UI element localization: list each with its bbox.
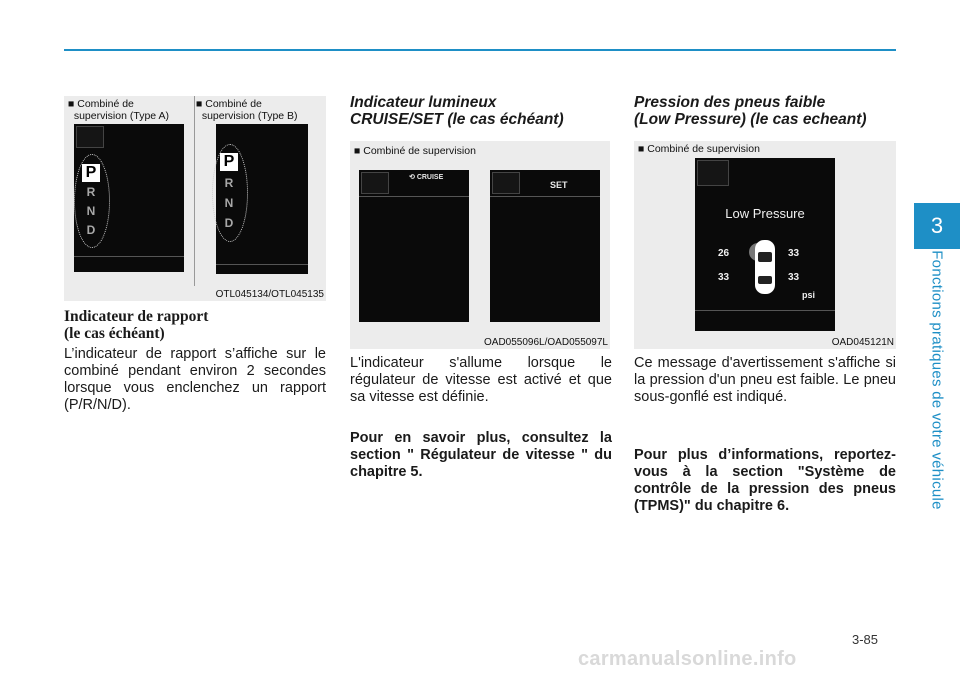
- figure-code: OAD045121N: [831, 337, 894, 348]
- cruise-heading: Indicateur lumineux CRUISE/SET (le cas échéant): [350, 94, 564, 128]
- gear-n: N: [86, 204, 96, 218]
- pressure-note: Pour plus d’informations, reportez-vous à la section "Système de contrôle de la pression des pneus (TPMS)" du chapitre 6.: [634, 447, 896, 514]
- figure-label: ■ Combiné de supervision: [638, 143, 760, 155]
- figure-label-type-b: ■ Combiné de supervision (Type B): [196, 98, 298, 122]
- figure-code: OTL045134/OTL045135: [215, 289, 324, 300]
- pressure-figure: [634, 141, 896, 349]
- pressure-heading: Pression des pneus faible (Low Pressure) (le cas echeant): [634, 94, 867, 128]
- gear-d: D: [224, 216, 234, 230]
- car-windshield: [758, 252, 772, 262]
- screen-box: [361, 172, 389, 194]
- screen-line: [490, 196, 600, 197]
- cruise-icon: ⟲: [409, 174, 417, 181]
- set-indicator-text: SET: [550, 180, 568, 190]
- tire-fr-value: 33: [788, 248, 800, 259]
- gear-indicator-figure: [64, 96, 326, 301]
- tire-fl-value: 26: [718, 248, 730, 259]
- cruise-indicator-text: [409, 173, 443, 181]
- gear-p-highlight: P: [82, 164, 100, 182]
- highlight-oval: [74, 154, 110, 248]
- screen-line: [216, 264, 308, 265]
- tpms-screen-title: Low Pressure: [725, 206, 805, 221]
- gear-n: N: [224, 196, 234, 210]
- figure-divider: [194, 96, 195, 286]
- header-rule: [64, 49, 896, 51]
- set-screen: [490, 170, 600, 322]
- car-top-view-icon: [745, 236, 785, 300]
- page-number: 3-85: [852, 632, 879, 647]
- cluster-screen-type-a: [74, 124, 184, 272]
- watermark: carmanualsonline.info: [578, 648, 797, 670]
- tpms-unit: psi: [802, 290, 816, 300]
- figure-label: ■ Combiné de supervision: [354, 145, 476, 157]
- highlight-oval: [212, 144, 248, 242]
- gear-indicator-heading: Indicateur de rapport (le cas échéant): [64, 308, 209, 342]
- screen-line: [74, 256, 184, 257]
- gear-r: R: [224, 176, 234, 190]
- tpms-screen: [695, 158, 835, 331]
- screen-line: [695, 310, 835, 311]
- screen-box: [76, 126, 104, 148]
- figure-code: OAD055096L/OAD055097L: [484, 337, 608, 348]
- car-body: [755, 240, 775, 294]
- screen-box: [697, 160, 729, 186]
- screen-line: [359, 196, 469, 197]
- cruise-screen: [359, 170, 469, 322]
- figure-label-type-a: ■ Combiné de supervision (Type A): [68, 98, 169, 122]
- cruise-body: L'indicateur s'allume lorsque le régulateur de vitesse est activé et que sa vitesse est définie.: [350, 355, 612, 405]
- chapter-title: Fonctions pratiques de votre véhicule: [928, 250, 946, 510]
- tire-rl-value: 33: [718, 272, 730, 283]
- tire-rr-value: 33: [788, 272, 800, 283]
- gear-indicator-body: L’indicateur de rapport s’affiche sur le combiné pendant environ 2 secondes lorsque vous enclenchez un rapport (P/R/N/D).: [64, 346, 326, 413]
- gear-d: D: [86, 223, 96, 237]
- cruise-label: CRUISE: [416, 174, 444, 181]
- car-rear-window: [758, 276, 772, 284]
- cluster-screen-type-b: [216, 124, 308, 274]
- gear-r: R: [86, 185, 96, 199]
- pressure-body: Ce message d'avertissement s'affiche si la pression d'un pneu est faible. Le pneu sous-gonflé est indiqué.: [634, 355, 896, 405]
- gear-p-highlight: P: [220, 153, 238, 171]
- chapter-tab: 3: [914, 203, 960, 249]
- screen-box: [492, 172, 520, 194]
- cruise-note: Pour en savoir plus, consultez la section " Régulateur de vitesse " du chapitre 5.: [350, 430, 612, 480]
- cruise-figure: [350, 141, 610, 349]
